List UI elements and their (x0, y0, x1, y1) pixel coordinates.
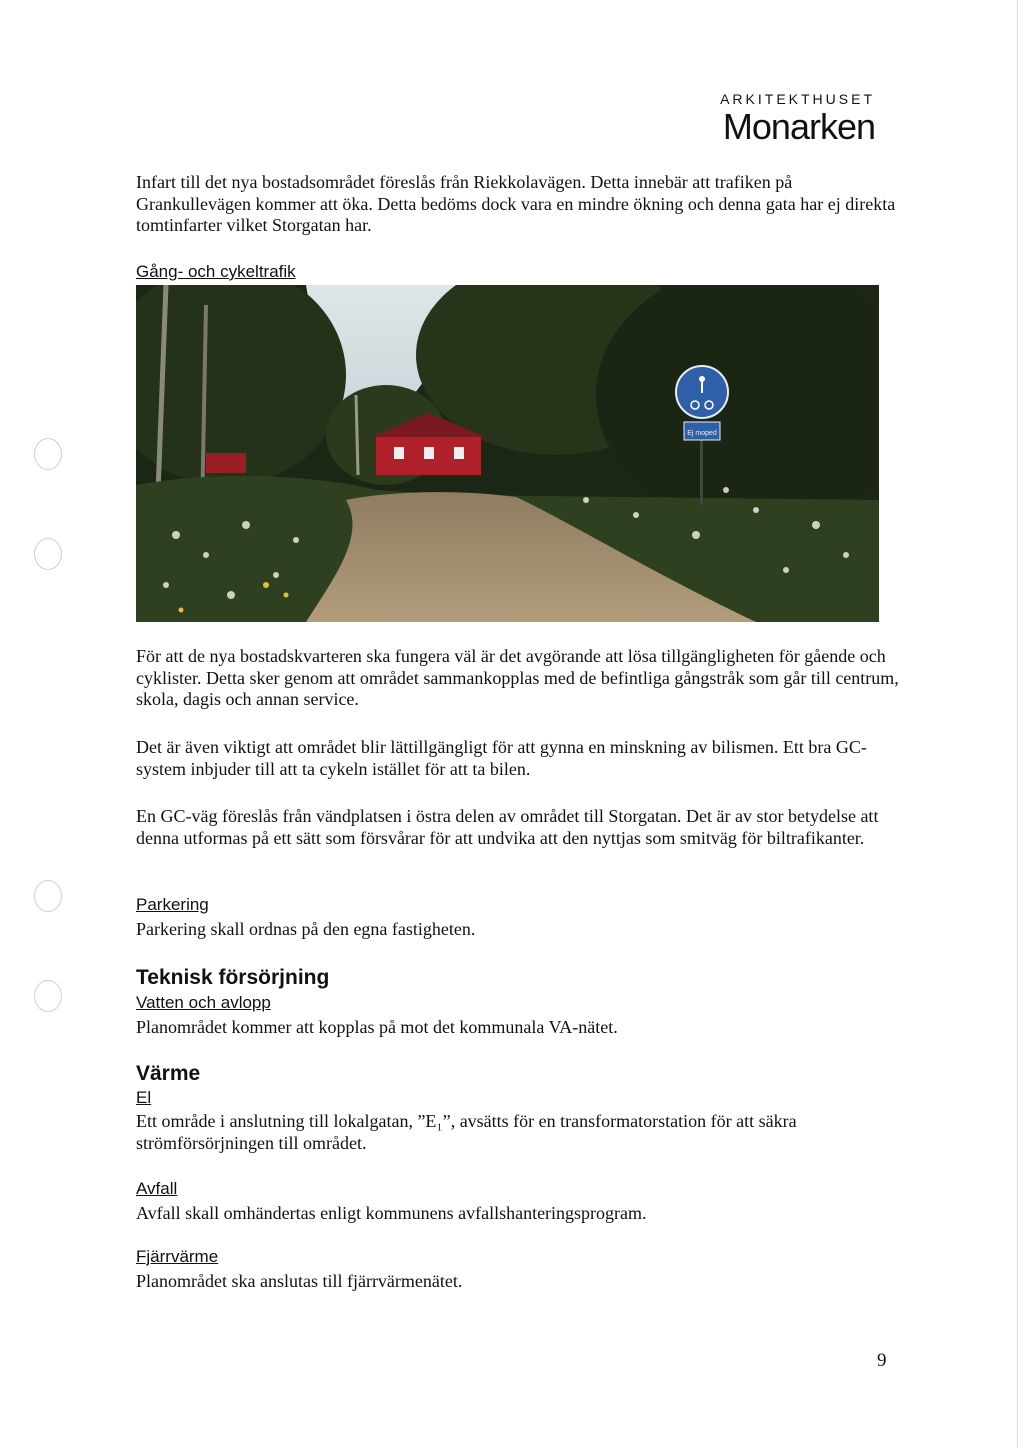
varme-heading: Värme (136, 1062, 201, 1085)
intro-paragraph: Infart till det nya bostadsområdet föreslås från Riekkolavägen. Detta innebär att trafiken på Grankullevägen kommer att öka. Detta bedöms dock vara en mindre ökning och denna gata har ej direkta tomtinfarter vilket Storgatan har. (136, 172, 896, 235)
gc-paragraph-3: En GC-väg föreslås från vändplatsen i östra delen av området till Storgatan. Det är av stor betydelse att denna utformas på ett sätt som försvårar för att undvika att den nyttjas som smitväg för biltrafikanter. (136, 806, 879, 848)
parkering-heading: Parkering (136, 895, 209, 914)
binder-hole (34, 980, 62, 1012)
page-number: 9 (877, 1350, 887, 1371)
va-heading: Vatten och avlopp (136, 993, 271, 1012)
el-text: Ett område i anslutning till lokalgatan, ”E₁”, avsätts för en transformatorstation för att säkra strömförsörjningen till området. (136, 1111, 797, 1153)
fjarrvarme-heading: Fjärrvärme (136, 1247, 219, 1266)
va-text: Planområdet kommer att kopplas på mot det kommunala VA-nätet. (136, 1017, 618, 1037)
avfall-text: Avfall skall omhändertas enligt kommunens avfallshanteringsprogram. (136, 1203, 647, 1223)
binder-hole (34, 880, 62, 912)
binder-hole (34, 538, 62, 570)
road-photo (136, 285, 879, 622)
company-logo (720, 90, 875, 146)
teknisk-heading: Teknisk försörjning (136, 966, 330, 989)
page-edge-line (1017, 0, 1018, 1448)
binder-hole (34, 438, 62, 470)
sign-text: Ej moped (687, 430, 717, 437)
parkering-text: Parkering skall ordnas på den egna fastigheten. (136, 919, 476, 939)
logo-tagline: ARKITEKTHUSET (720, 91, 875, 107)
fjarrvarme-text: Planområdet ska anslutas till fjärrvärmenätet. (136, 1271, 463, 1291)
logo-wordmark: Monarken (722, 106, 875, 147)
gc-paragraph-1: För att de nya bostadskvarteren ska fungera väl är det avgörande att lösa tillgängligheten för gående och cyklister. Detta sker genom att området sammankopplas med de befintliga gångstråk som går till centrum, skola, dagis och annan service. (136, 646, 899, 709)
gc-paragraph-2: Det är även viktigt att området blir lättillgängligt för att gynna en minskning av bilismen. Ett bra GC- system inbjuder till att ta cykeln istället för att ta bilen. (136, 737, 867, 779)
el-heading: El (136, 1088, 152, 1107)
road-photo-illustration (136, 285, 879, 622)
avfall-heading: Avfall (136, 1179, 178, 1198)
gc-heading: Gång- och cykeltrafik (136, 262, 296, 281)
